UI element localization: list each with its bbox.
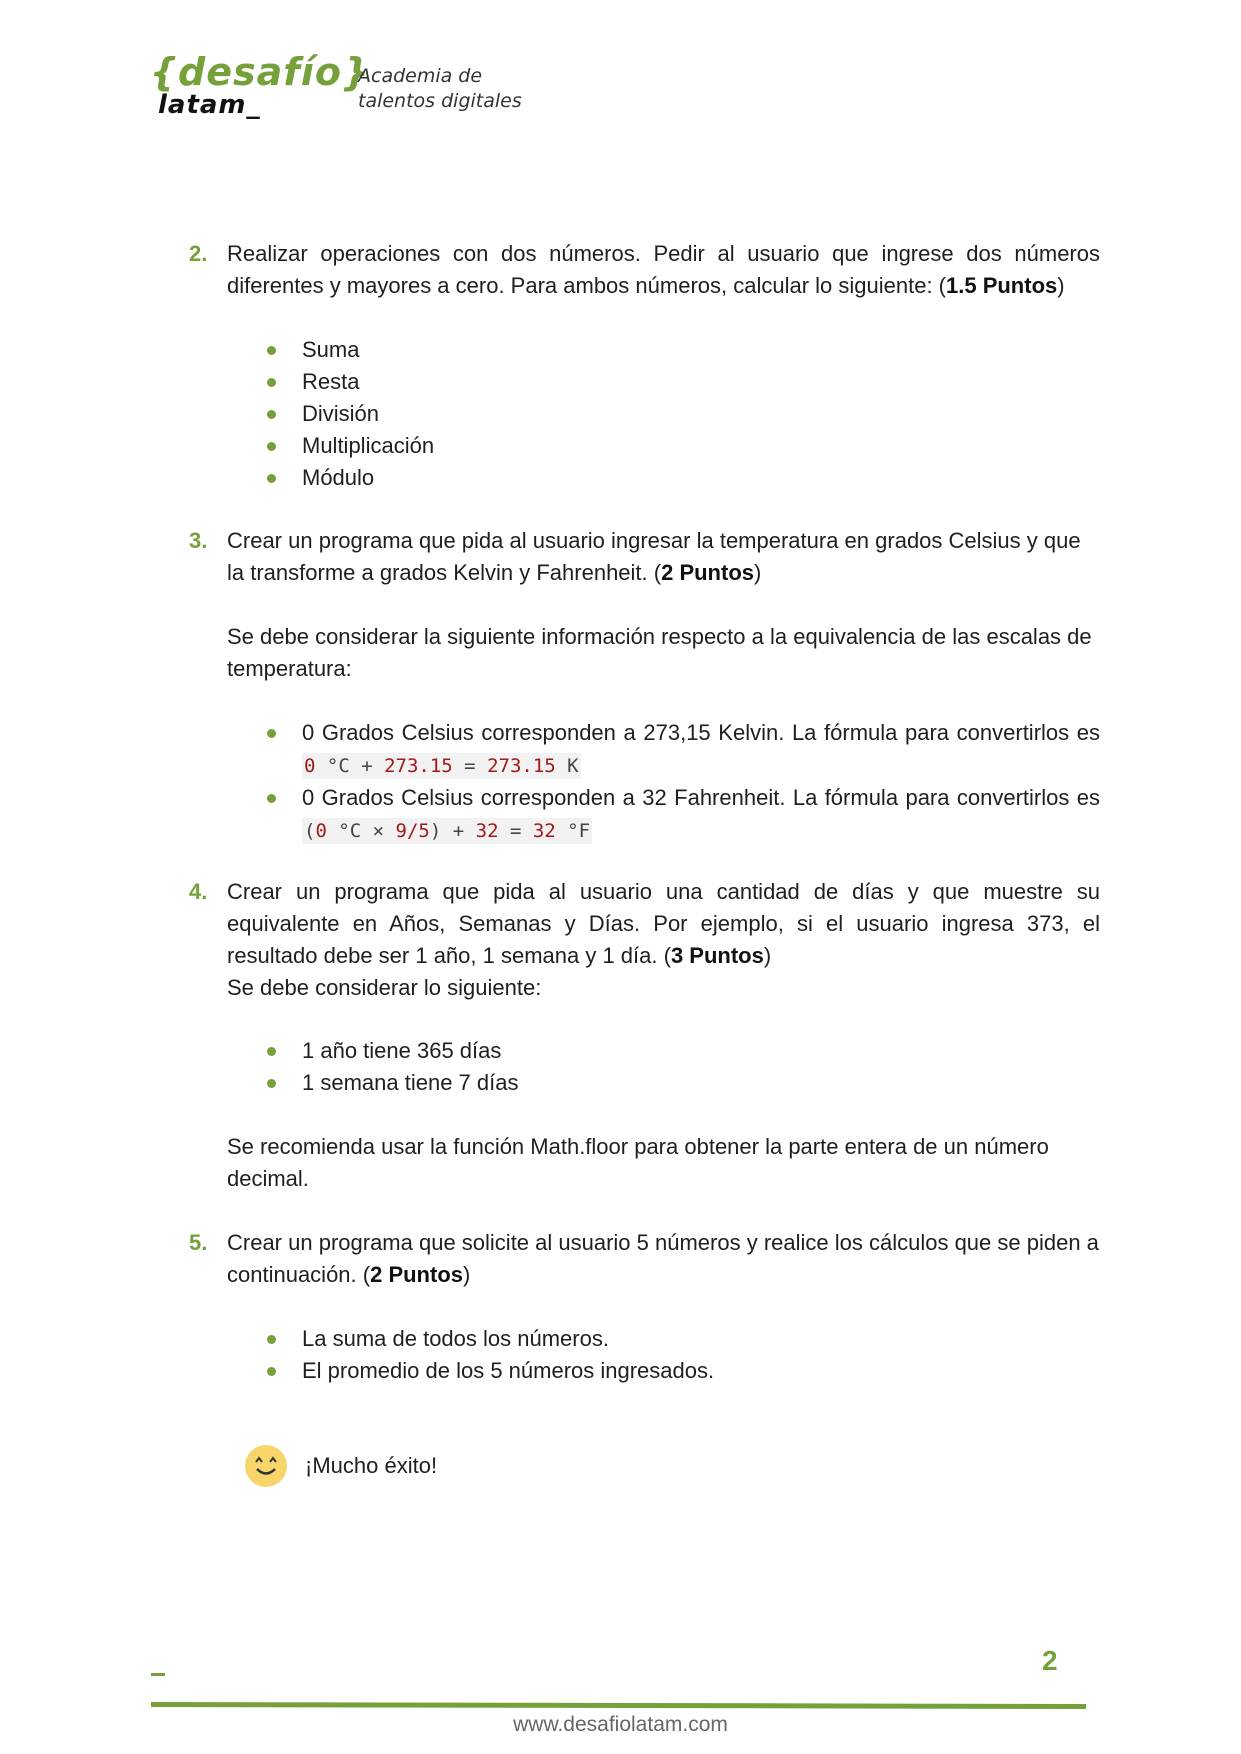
logo <box>150 50 371 120</box>
list-item-text: La suma de todos los números. <box>302 1326 609 1351</box>
list-item-text: 0 Grados Celsius corresponden a 32 Fahrenheit. La fórmula para convertirlos es <box>302 785 1100 810</box>
paren: ) <box>763 943 772 968</box>
logo-brand: {desafío} <box>150 50 371 94</box>
list-item <box>302 717 1100 782</box>
exercise-4-note: Se debe considerar lo siguiente: <box>227 975 542 1000</box>
kelvin-formula: 0 °C + 273.15 = 273.15 K <box>304 755 579 777</box>
bullet-icon <box>267 410 276 419</box>
exercise-3 <box>189 525 1100 589</box>
paren: ) <box>463 1262 471 1287</box>
exercise-5-bullets <box>302 1323 1100 1387</box>
exercise-4-bullets <box>302 1035 1100 1099</box>
exercise-2 <box>189 238 1100 302</box>
item-number: 4. <box>189 879 208 904</box>
points: 3 Puntos <box>670 943 764 968</box>
list-item-text: El promedio de los 5 números ingresados. <box>302 1358 715 1383</box>
bullet-icon <box>267 442 276 451</box>
bullet-icon <box>267 346 276 355</box>
item-text: Crear un programa que solicite al usuario 5 números y realice los cálculos que se piden a continuación. ( <box>227 1230 1099 1287</box>
exercise-3-note: Se debe considerar la siguiente información respecto a la equivalencia de las escalas de temperatura: <box>227 624 1092 681</box>
item-number: 2. <box>189 241 208 266</box>
exercise-4 <box>189 876 1100 972</box>
list-item <box>302 1067 1100 1099</box>
bullet-icon <box>267 1047 276 1056</box>
smiley-icon <box>245 1445 287 1487</box>
bullet-icon <box>267 729 276 738</box>
bullet-icon <box>267 378 276 387</box>
footer-dash <box>151 1673 165 1676</box>
fahrenheit-formula: (0 °C × 9/5) + 32 = 32 °F <box>304 820 591 842</box>
list-item <box>302 1323 1100 1355</box>
logo-sub: latam_ <box>158 90 261 120</box>
item-text: Crear un programa que pida al usuario ingresar la temperatura en grados Celsius y que la transforme a grados Kelvin y Fahrenheit. ( <box>227 528 1081 585</box>
list-item <box>302 1355 1100 1387</box>
points: 2 Puntos <box>370 1262 463 1287</box>
list-item-text: Suma <box>302 337 360 362</box>
item-number: 5. <box>189 1230 208 1255</box>
bullet-icon <box>267 1367 276 1376</box>
list-item <box>302 1035 1100 1067</box>
list-item <box>302 782 1100 847</box>
tagline <box>358 64 522 114</box>
list-item-text: División <box>302 401 380 426</box>
points: 1.5 Puntos <box>946 273 1058 298</box>
item-text: Realizar operaciones con dos números. Pedir al usuario que ingrese dos números diferentes y mayores a cero. Para ambos números, calcular lo siguiente: ( <box>227 241 1100 298</box>
exercise-4-tip: Se recomienda usar la función Math.floor para obtener la parte entera de un número decimal. <box>227 1134 1049 1191</box>
list-item-text: 1 año tiene 365 días <box>302 1038 502 1063</box>
bullet-icon <box>267 1335 276 1344</box>
list-item-text: Multiplicación <box>302 433 435 458</box>
footer-divider <box>151 1702 1086 1709</box>
tagline-line-2: talentos digitales <box>358 90 522 112</box>
list-item <box>302 398 1100 430</box>
list-item-text: 0 Grados Celsius corresponden a 273,15 Kelvin. La fórmula para convertirlos es <box>302 720 1100 745</box>
page-number: 2 <box>1042 1645 1058 1676</box>
bullet-icon <box>267 794 276 803</box>
list-item <box>302 430 1100 462</box>
item-number: 3. <box>189 528 208 553</box>
exercise-3-bullets <box>302 717 1100 847</box>
paren: ) <box>1057 273 1065 298</box>
list-item <box>302 334 1100 366</box>
list-item <box>302 462 1100 494</box>
exercise-5 <box>189 1227 1100 1291</box>
paren: ) <box>754 560 762 585</box>
list-item-text: 1 semana tiene 7 días <box>302 1070 519 1095</box>
exercise-2-bullets <box>302 334 1100 494</box>
tagline-line-1: Academia de <box>358 65 483 87</box>
list-item <box>302 366 1100 398</box>
closing-message: ¡Mucho éxito! <box>305 1453 438 1478</box>
bullet-icon <box>267 474 276 483</box>
bullet-icon <box>267 1079 276 1088</box>
list-item-text: Resta <box>302 369 360 394</box>
points: 2 Puntos <box>661 560 754 585</box>
item-text: Crear un programa que pida al usuario una cantidad de días y que muestre su equivalente en Años, Semanas y Días. Por ejemplo, si el usuario ingresa 373, el resultado debe ser 1 año, 1 semana y 1 día. ( <box>227 879 1100 968</box>
list-item-text: Módulo <box>302 465 375 490</box>
footer-url[interactable]: www.desafiolatam.com <box>513 1713 728 1736</box>
